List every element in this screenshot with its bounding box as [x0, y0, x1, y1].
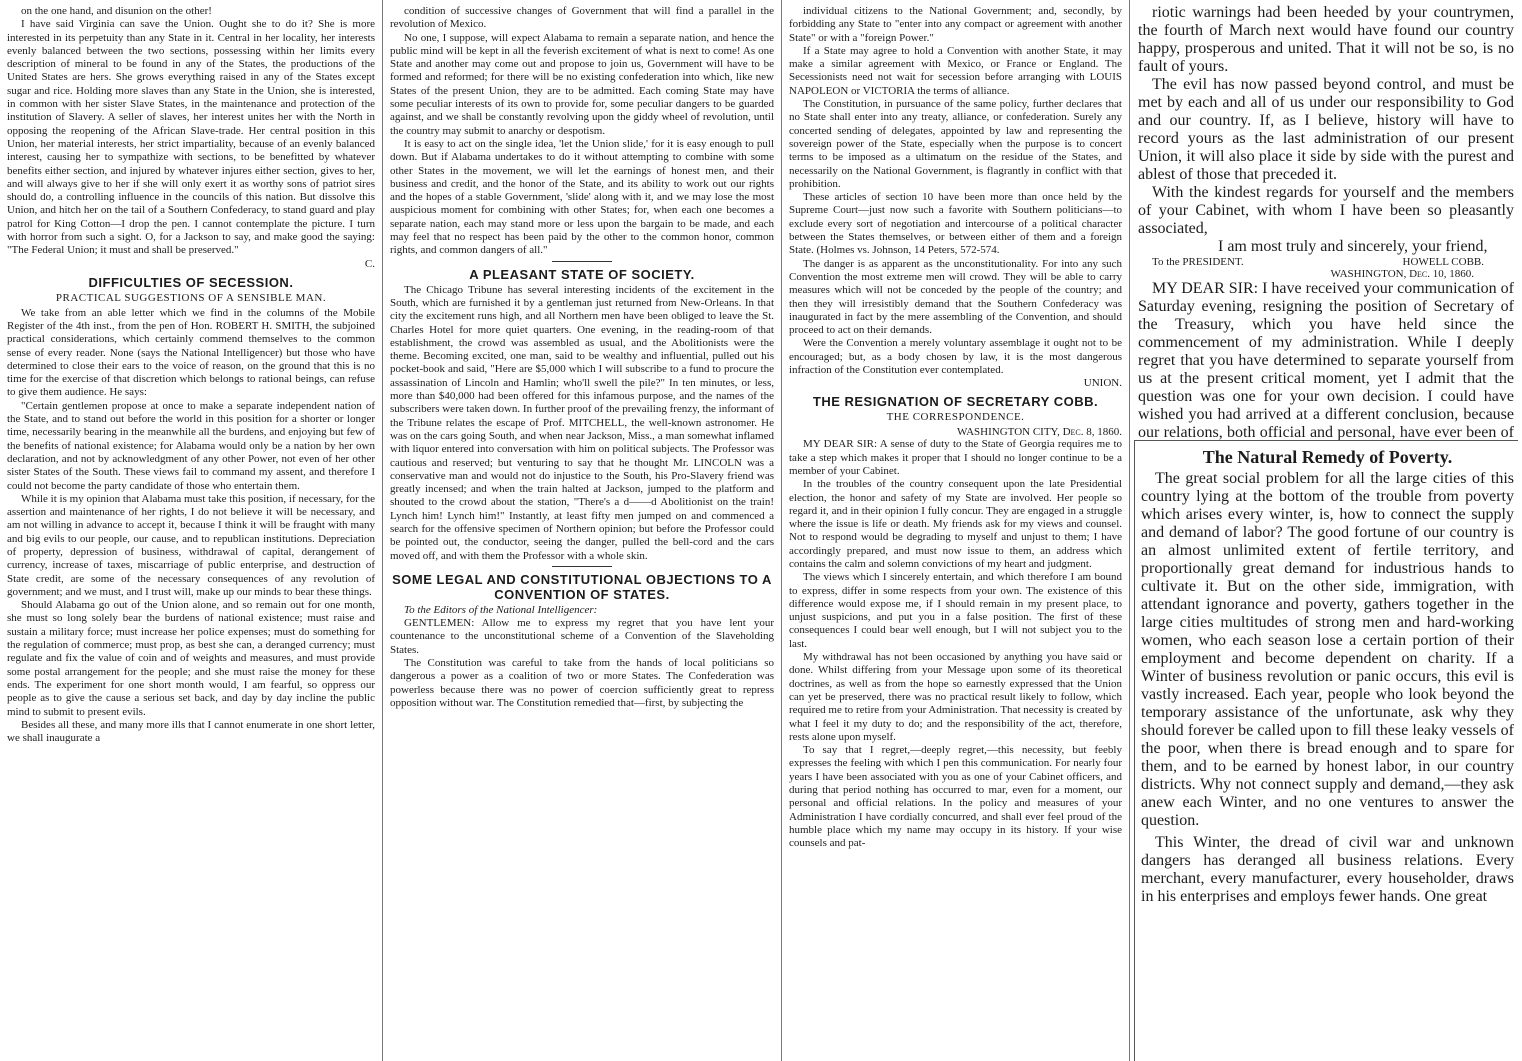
paragraph: While it is my opinion that Alabama must take this position, if necessary, for the assertion and maintenance of her rights, I do not believe it will be necessary, and am not willing in advance to accept it, because I think it will be fraught with many and big evils to our people, our cause, and to republican institutions. Depreciation of property, depression of business, withdrawal of capital, derangement of currency, increase of taxes, miscarriage of public enterprise, and destruction of State credit, are some of the necessary consequences of any revolution of government; and we must, and I trust will, make up our minds to bear these things.: [7, 492, 375, 598]
headline-legal-objections: SOME LEGAL AND CONSTITUTIONAL OBJECTIONS TO A CONVENTION OF STATES.: [392, 571, 772, 602]
recipient: To the PRESIDENT.: [1152, 256, 1244, 268]
paragraph: MY DEAR SIR: A sense of duty to the State of Georgia requires me to take a step which makes it proper that I should no longer continue to be a member of your Cabinet.: [789, 438, 1122, 477]
headline-pleasant-state: A PLEASANT STATE OF SOCIETY.: [469, 266, 695, 282]
divider: [552, 261, 612, 262]
signature: C.: [364, 257, 375, 270]
subheadline: PRACTICAL SUGGESTIONS OF A SENSIBLE MAN.: [55, 291, 327, 304]
paragraph: on the one hand, and disunion on the other!: [21, 5, 212, 17]
paragraph: My withdrawal has not been occasioned by anything you have said or done. Whilst differing from your Message upon some of its theoretical doctrines, as well as from the hope so earnestly expressed that the Union can yet be preserved, there was no practical result likely to follow, which required me to retire from your Administration. That necessity is created by what I feel it my duty to do; and the responsibility of the act, therefore, rests alone upon myself.: [789, 651, 1122, 743]
paragraph: The Constitution, in pursuance of the same policy, further declares that no State shall enter into any treaty, alliance, or confederation. Surely any concerted sending of delegates, appointed by law and representing the sovereign power of the State, especially when the purpose is to concert terms to be imposed as a ultimatum on the residue of the States, and necessarily on the National Government, is flagrantly in conflict with that prohibition.: [789, 98, 1122, 190]
article-natural-remedy: [1134, 440, 1518, 1061]
paragraph: These articles of section 10 have been more than once held by the Supreme Court—just now such a favorite with Southern politicians—to exclude every sort of negotiation and intercourse of a political character between the States themselves, or between either of them and a foreign State. (Holmes vs. Johnson, 14 Peters, 572-574.: [789, 191, 1122, 257]
signature-row: [1138, 256, 1514, 268]
column-1: [0, 0, 383, 1061]
paragraph: The Constitution was careful to take from the hands of local politicians so dangerous a power as a coalition of two or more States. The Confederation was powerless because there was no power of coercion sufficiently great to repress opposition without war. The Constitution remedied that—first, by subjecting the: [390, 657, 774, 709]
headline-secession: DIFFICULTIES OF SECESSION.: [88, 274, 294, 290]
paragraph: To say that I regret,—deeply regret,—this necessity, but feebly expresses the feeling with which I pen this communication. For nearly four years I have been associated with you as one of your Cabinet officers, and during that period nothing has occurred to mar, even for a moment, our personal and official relations. In the policy and measures of your Administration I have cordially concurred, and shall ever feel proud of the humble place which my name may occupy in its history. If your wise counsels and pat-: [789, 744, 1122, 850]
paragraph: This Winter, the dread of civil war and unknown dangers has deranged all business relations. Every merchant, every manufacturer, every householder, draws in his enterprises and employs fewer hands. One great: [1141, 834, 1514, 905]
paragraph: If a State may agree to hold a Convention with another State, it may make a similar agreement with Mexico, or France or England. The Secessionists need not wait for secession before arranging with LOUIS NAPOLEON or VICTORIA the terms of alliance.: [789, 44, 1122, 97]
signature: HOWELL COBB.: [1402, 256, 1484, 268]
paragraph: Were the Convention a merely voluntary assemblage it ought not to be encouraged; but, as a body chosen by law, it is the most dangerous infraction of the Constitution ever contemplated.: [789, 337, 1122, 377]
paragraph: Besides all these, and many more ills that I cannot enumerate in one short letter, we shall inaugurate a: [7, 718, 375, 745]
dateline: WASHINGTON CITY, Dec. 8, 1860.: [956, 426, 1122, 439]
paragraph: Should Alabama go out of the Union alone, and so remain out for one month, she must so long solely bear the burdens of national existence; must raise and sustain a military force; must increase her police expenses; must do something for the regulation of commerce; must prop, as best she can, a deranged currency; must regulate and fix the value of coin and of weights and measures, and must provide some postal arrangement for the people; and she must raise the money for these ends. The experiment for one short month would, I am fearful, so oppress our people as to give the cause a serious set back, and day by day incline the public mind to submit to present evils.: [7, 599, 375, 718]
salutation: To the Editors of the National Intelligencer:: [404, 603, 598, 616]
column-2: [383, 0, 782, 1061]
paragraph: MY DEAR SIR: I have received your communication of Saturday evening, resigning the position of Secretary of the Treasury, which you have held since the commencement of my administration. While I deeply regret that you have determined to separate yourself from us at the present critical moment, yet I admit that the question was one for your own decision. I could have wished you had arrived at a different conclusion, because our relations, both official and personal, have ever been of: [1138, 280, 1514, 440]
paragraph: With the kindest regards for yourself and the members of your Cabinet, with whom I have been so pleasantly associated,: [1138, 184, 1514, 237]
column-4-top: [1130, 0, 1522, 440]
headline-resignation: THE RESIGNATION OF SECRETARY COBB.: [812, 394, 1099, 410]
paragraph: The great social problem for all the large cities of this country lying at the bottom of the trouble from poverty which arises every winter, is, how to connect the supply and demand of labor? The good fortune of our country is an almost unlimited extent of fertile territory, and proportionally great demand for industrious hands to cultivate it. But on the other side, immigration, with attendant ignorance and poverty, gathers together in the large cities multitudes of strong men and hard-working women, who each season lose a certain portion of their employment and become dependent on charity. If a Winter of business revolution or panic occurs, this evil is vastly increased. Each year, people who look beyond the temporary assistance of the unfortunate, ask why they should forever be called upon to fill these leaky vessels of the poor, when there is bread enough and to spare for them, and to be earned by honest labor, in our country districts. Why not connect supply and demand,—they ask anew each Winter, and no one ventures to answer the question.: [1141, 470, 1514, 829]
paragraph: The views which I sincerely entertain, and which therefore I am bound to express, differ in some respects from your own. The existence of this difference would expose me, if I should remain in my present place, to unjust suspicions, and put you in a false position. The first of these consequences I could bear well enough, but I will not subject you to the last.: [789, 571, 1122, 650]
paragraph: We take from an able letter which we find in the columns of the Mobile Register of the 4th inst., from the pen of Hon. ROBERT H. SMITH, the subjoined practical considerations, which certainly commend themselves to the common sense of every reader. None (says the National Intelligencer) but those who have determined to close their ears to the voice of reason, on the ground that this is no time for the exercise of that discretion which belongs to rational beings, can refuse to give them audience. He says:: [7, 306, 375, 399]
article-title: The Natural Remedy of Poverty.: [1202, 447, 1453, 467]
paragraph: No one, I suppose, will expect Alabama to remain a separate nation, and hence the public mind will be kept in all the feverish excitement of what is next to come! As one State and another may come out and propose to join us, Government will have to be formed and reformed; for there will be no existing confederation into which, like new States of the present Union, they are to be admitted. Each coming State may have some peculiar interests of its own to provide for, some peculiar dangers to be guarded against, and we shall be constantly revolving upon the giddy wheel of revolution, until the country may submit to anarchy or despotism.: [390, 31, 774, 137]
divider: [552, 566, 612, 567]
signature: UNION.: [1083, 377, 1122, 390]
paragraph: The evil has now passed beyond control, and must be met by each and all of us under our responsibility to God and our country. If, as I believe, history will have to record yours as the last administration of our present Union, it will also place it side by side with the purest and ablest of those that preceded it.: [1138, 76, 1514, 183]
dateline: WASHINGTON, Dec. 10, 1860.: [1330, 268, 1474, 280]
paragraph: individual citizens to the National Government; and, secondly, by forbidding any State to "enter into any compact or agreement with another State" or with a "foreign Power.": [789, 5, 1122, 44]
paragraph: The Chicago Tribune has several interesting incidents of the excitement in the South, which are furnished it by a gentleman just returned from New-Orleans. In that city the excitement runs high, and all Northern men have been obliged to leave the St. Charles Hotel for more quiet quarters. One evening, in the reading-room of that establishment, the crowd was assembled as usual, and the Abolitionists were the theme. Becoming excited, one man, said to be wealthy and influential, pulled out his pocket-book and said, "Here are $5,000 which I will subscribe to a fund to procure the assassination of Lincoln and Hamlin; who'll swell the pile?" In ten minutes, or less, more than $40,000 had been offered for this infamous purpose, and the names of the subscribers were taken down. In further proof of the prevailing frenzy, the informant of the Tribune relates the escape of Prof. MITCHELL, the well-known astronomer. He was on the cars going South, and when near Jackson, Miss., a man somewhat inflamed with liquor entered into conversation with him on political subjects. The Professor was cautious and reserved; but venturing to say that he thought Mr. LINCOLN was a conservative man and would not do injustice to the South, his Pro-Slavery friend was greatly incensed; and when the train halted at Jackson, jumped to the platform and shouted to the crowd about the station, "There's a d——d Abolitionist on the train! Lynch him! Lynch him!" Instantly, at least fifty men jumped on and commenced a search for the offensive specimen of Northern opinion; but before the Professor could be pointed out, the conductor, seeing the danger, pulled the bell-cord and the cars moved off, and with them the Professor with a whole skin.: [390, 283, 774, 562]
paragraph: In the troubles of the country consequent upon the late Presidential election, the honor and safety of my State are involved. Her people so regard it, and in their opinion I fully concur. They are engaged in a struggle where the issue is life or death. My friends ask for my views and counsel. Not to respond would be degrading to myself and unjust to them; I have accordingly prepared, and must now issue to them, an address which contains the calm and solemn convictions of my heart and judgment.: [789, 478, 1122, 570]
paragraph: GENTLEMEN: Allow me to express my regret that you have lent your countenance to the unconstitutional scheme of a Convention of the Slaveholding States.: [390, 617, 774, 656]
paragraph: "Certain gentlemen propose at once to make a separate independent nation of the State, and to stand out before the world in this position for a shorter or longer time, necessarily bearing in the meanwhile all the burdens, and enjoying but few of the benefits of national existence; for Alabama would only be a nation by her own declaration, and not by acknowledgment of any other Power, not even of her other sister States of the South. These views fail to command my assent, and therefore I could not become the party candidate of those who entertain them.: [7, 399, 375, 492]
subheadline: THE CORRESPONDENCE.: [886, 411, 1025, 424]
paragraph: It is easy to act on the single idea, 'let the Union slide,' for it is easy enough to pull down. But if Alabama undertakes to do it without attempting to combine with some other States in the movement, we will let the earnings of honest men, and their business and credit, and the honor of the State, and its ability to work out our rights and the hopes of a stable Government, 'slide' along with it, and we may lose the most auspicious moment for combining with other States; for, when each one becomes a separate nation, each may stand more or less upon the bargain to be made, and each may feel that no respect has been paid by the other to the common honor, common rights, and common dangers of all.": [390, 137, 774, 257]
column-3: [782, 0, 1130, 1061]
paragraph: condition of successive changes of Government that will find a parallel in the revolution of Mexico.: [390, 5, 774, 31]
paragraph: The danger is as apparent as the unconstitutionality. For into any such Convention the most extreme men will crowd. They will be able to carry measures which will not be conceded by the people of the country; and then they will irresistibly demand that the Southern Confederacy was inaugurated in fact by the mere assembling of the Convention, and should proceed to act on their demands.: [789, 257, 1122, 337]
paragraph: riotic warnings had been heeded by your countrymen, the fourth of March next would have found our country happy, prosperous and united. That it will not be so, is no fault of yours.: [1138, 4, 1514, 75]
closing: I am most truly and sincerely, your friend,: [1218, 238, 1488, 255]
paragraph: I have said Virginia can save the Union. Ought she to do it? She is more interested in its perpetuity than any State in it. Central in her locality, her interests evenly balanced between the two sections, possessing within her limits every description of mineral to be found in any of the States, the productions of the United States are hers. She grows everything raised in any of the States except sugar and rice. Holding more slaves than any State in the Union, she is interested, in common with her sister Slave States, in the maintenance and protection of the institution of Slavery. A seller of slaves, her interest unites her with the North in opposing the reopening of the African Slave-trade. Her central position in this Union, her material interests, her strict impartiality, because of an evenly balanced interest, causing her to sympathize with sections, to be benefitted by whatever benefits either section, and injured by whatever injures either section, gives to her, and will always give to her if she will only exert it as worthy sons of patriot sires should do, a controlling influence in the councils of this nation. But dissolve this Union, and hitch her on the tail of a Southern Confederacy, to stand guard and play patrol for King Cotton—I drop the pen. I cannot contemplate the picture. I turn with horror from such a sight. O, for a Jackson to say, and make good the saying: "The Federal Union; it must and shall be preserved.": [7, 18, 375, 257]
